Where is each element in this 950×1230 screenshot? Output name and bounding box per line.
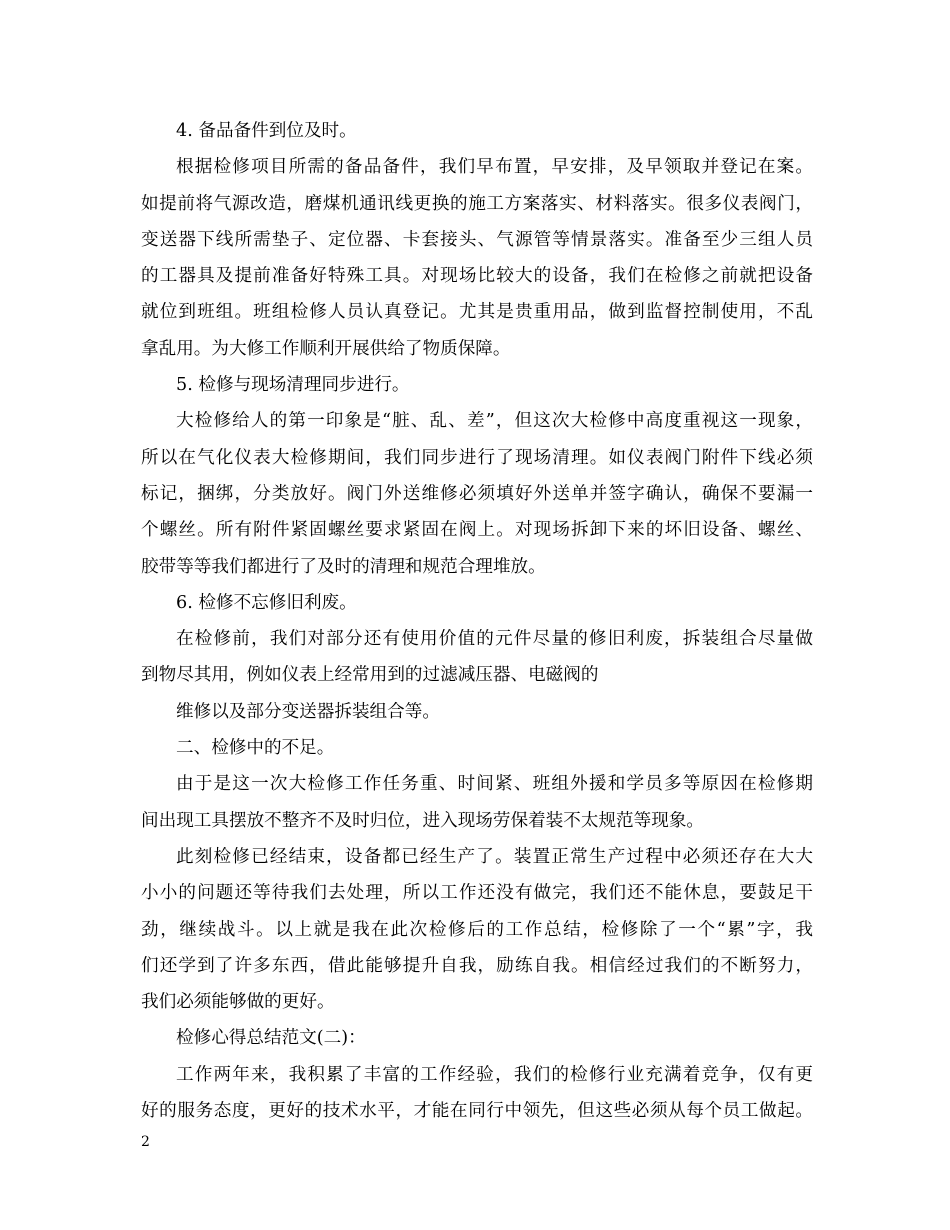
text-line: 此刻检修已经结束，设备都已经生产了。装置正常生产过程中必须还存在大大 (176, 846, 813, 867)
text-line: 检修心得总结范文(二)： (176, 1028, 366, 1049)
text-line: 4. 备品备件到位及时。 (176, 121, 357, 141)
text-line: 6. 检修不忘修旧利废。 (176, 592, 357, 613)
text-line: 工作两年来，我积累了丰富的工作经验，我们的检修行业充满着竞争，仅有更 (176, 1064, 813, 1085)
text-line: 在检修前，我们对部分还有使用价值的元件尽量的修旧利废，拆装组合尽量做 (176, 629, 813, 650)
text-line: 我们必须能够做的更好。 (141, 992, 335, 1013)
text-line: 胶带等等我们都进行了及时的清理和规范合理堆放。 (141, 556, 546, 577)
text-line: 二、检修中的不足。 (176, 738, 335, 759)
text-line: 如提前将气源改造，磨煤机通讯线更换的施工方案落实、材料落实。很多仪表阀门， (141, 193, 813, 214)
text-line: 们还学到了许多东西，借此能够提升自我，励练自我。相信经过我们的不断努力， (141, 955, 813, 976)
text-line: 大检修给人的第一印象是“脏、乱、差”，但这次大检修中高度重视这一现象， (176, 411, 813, 432)
text-line: 就位到班组。班组检修人员认真登记。尤其是贵重用品，做到监督控制使用，不乱 (141, 302, 813, 323)
text-line: 到物尽其用，例如仪表上经常用到的过滤减压器、电磁阀的 (141, 665, 599, 686)
text-line: 标记，捆绑，分类放好。阀门外送维修必须填好外送单并签字确认，确保不要漏一 (141, 483, 813, 504)
text-line: 所以在气化仪表大检修期间，我们同步进行了现场清理。如仪表阀门附件下线必须 (141, 447, 813, 468)
text-line: 根据检修项目所需的备品备件，我们早布置，早安排，及早领取并登记在案。 (176, 157, 813, 178)
text-line: 拿乱用。为大修工作顺利开展供给了物质保障。 (141, 338, 511, 359)
text-line: 5. 检修与现场清理同步进行。 (176, 375, 410, 396)
text-line: 个螺丝。所有附件紧固螺丝要求紧固在阀上。对现场拆卸下来的坏旧设备、螺丝、 (141, 520, 813, 541)
text-line: 变送器下线所需垫子、定位器、卡套接头、气源管等情景落实。准备至少三组人员 (141, 229, 813, 250)
text-line: 的工器具及提前准备好特殊工具。对现场比较大的设备，我们在检修之前就把设备 (141, 266, 813, 287)
document-body (141, 113, 813, 1129)
text-line: 劲，继续战斗。以上就是我在此次检修后的工作总结，检修除了一个“累”字，我 (141, 919, 813, 940)
text-line: 好的服务态度，更好的技术水平，才能在同行中领先，但这些必须从每个员工做起。 (141, 1101, 813, 1122)
page-number: 2 (141, 1134, 150, 1150)
text-line: 小小的问题还等待我们去处理，所以工作还没有做完，我们还不能休息，要鼓足干 (141, 883, 813, 904)
text-line: 间出现工具摆放不整齐不及时归位，进入现场劳保着装不太规范等现象。 (141, 810, 705, 831)
text-line: 维修以及部分变送器拆装组合等。 (176, 701, 440, 722)
text-line: 由于是这一次大检修工作任务重、时间紧、班组外援和学员多等原因在检修期 (176, 774, 813, 795)
